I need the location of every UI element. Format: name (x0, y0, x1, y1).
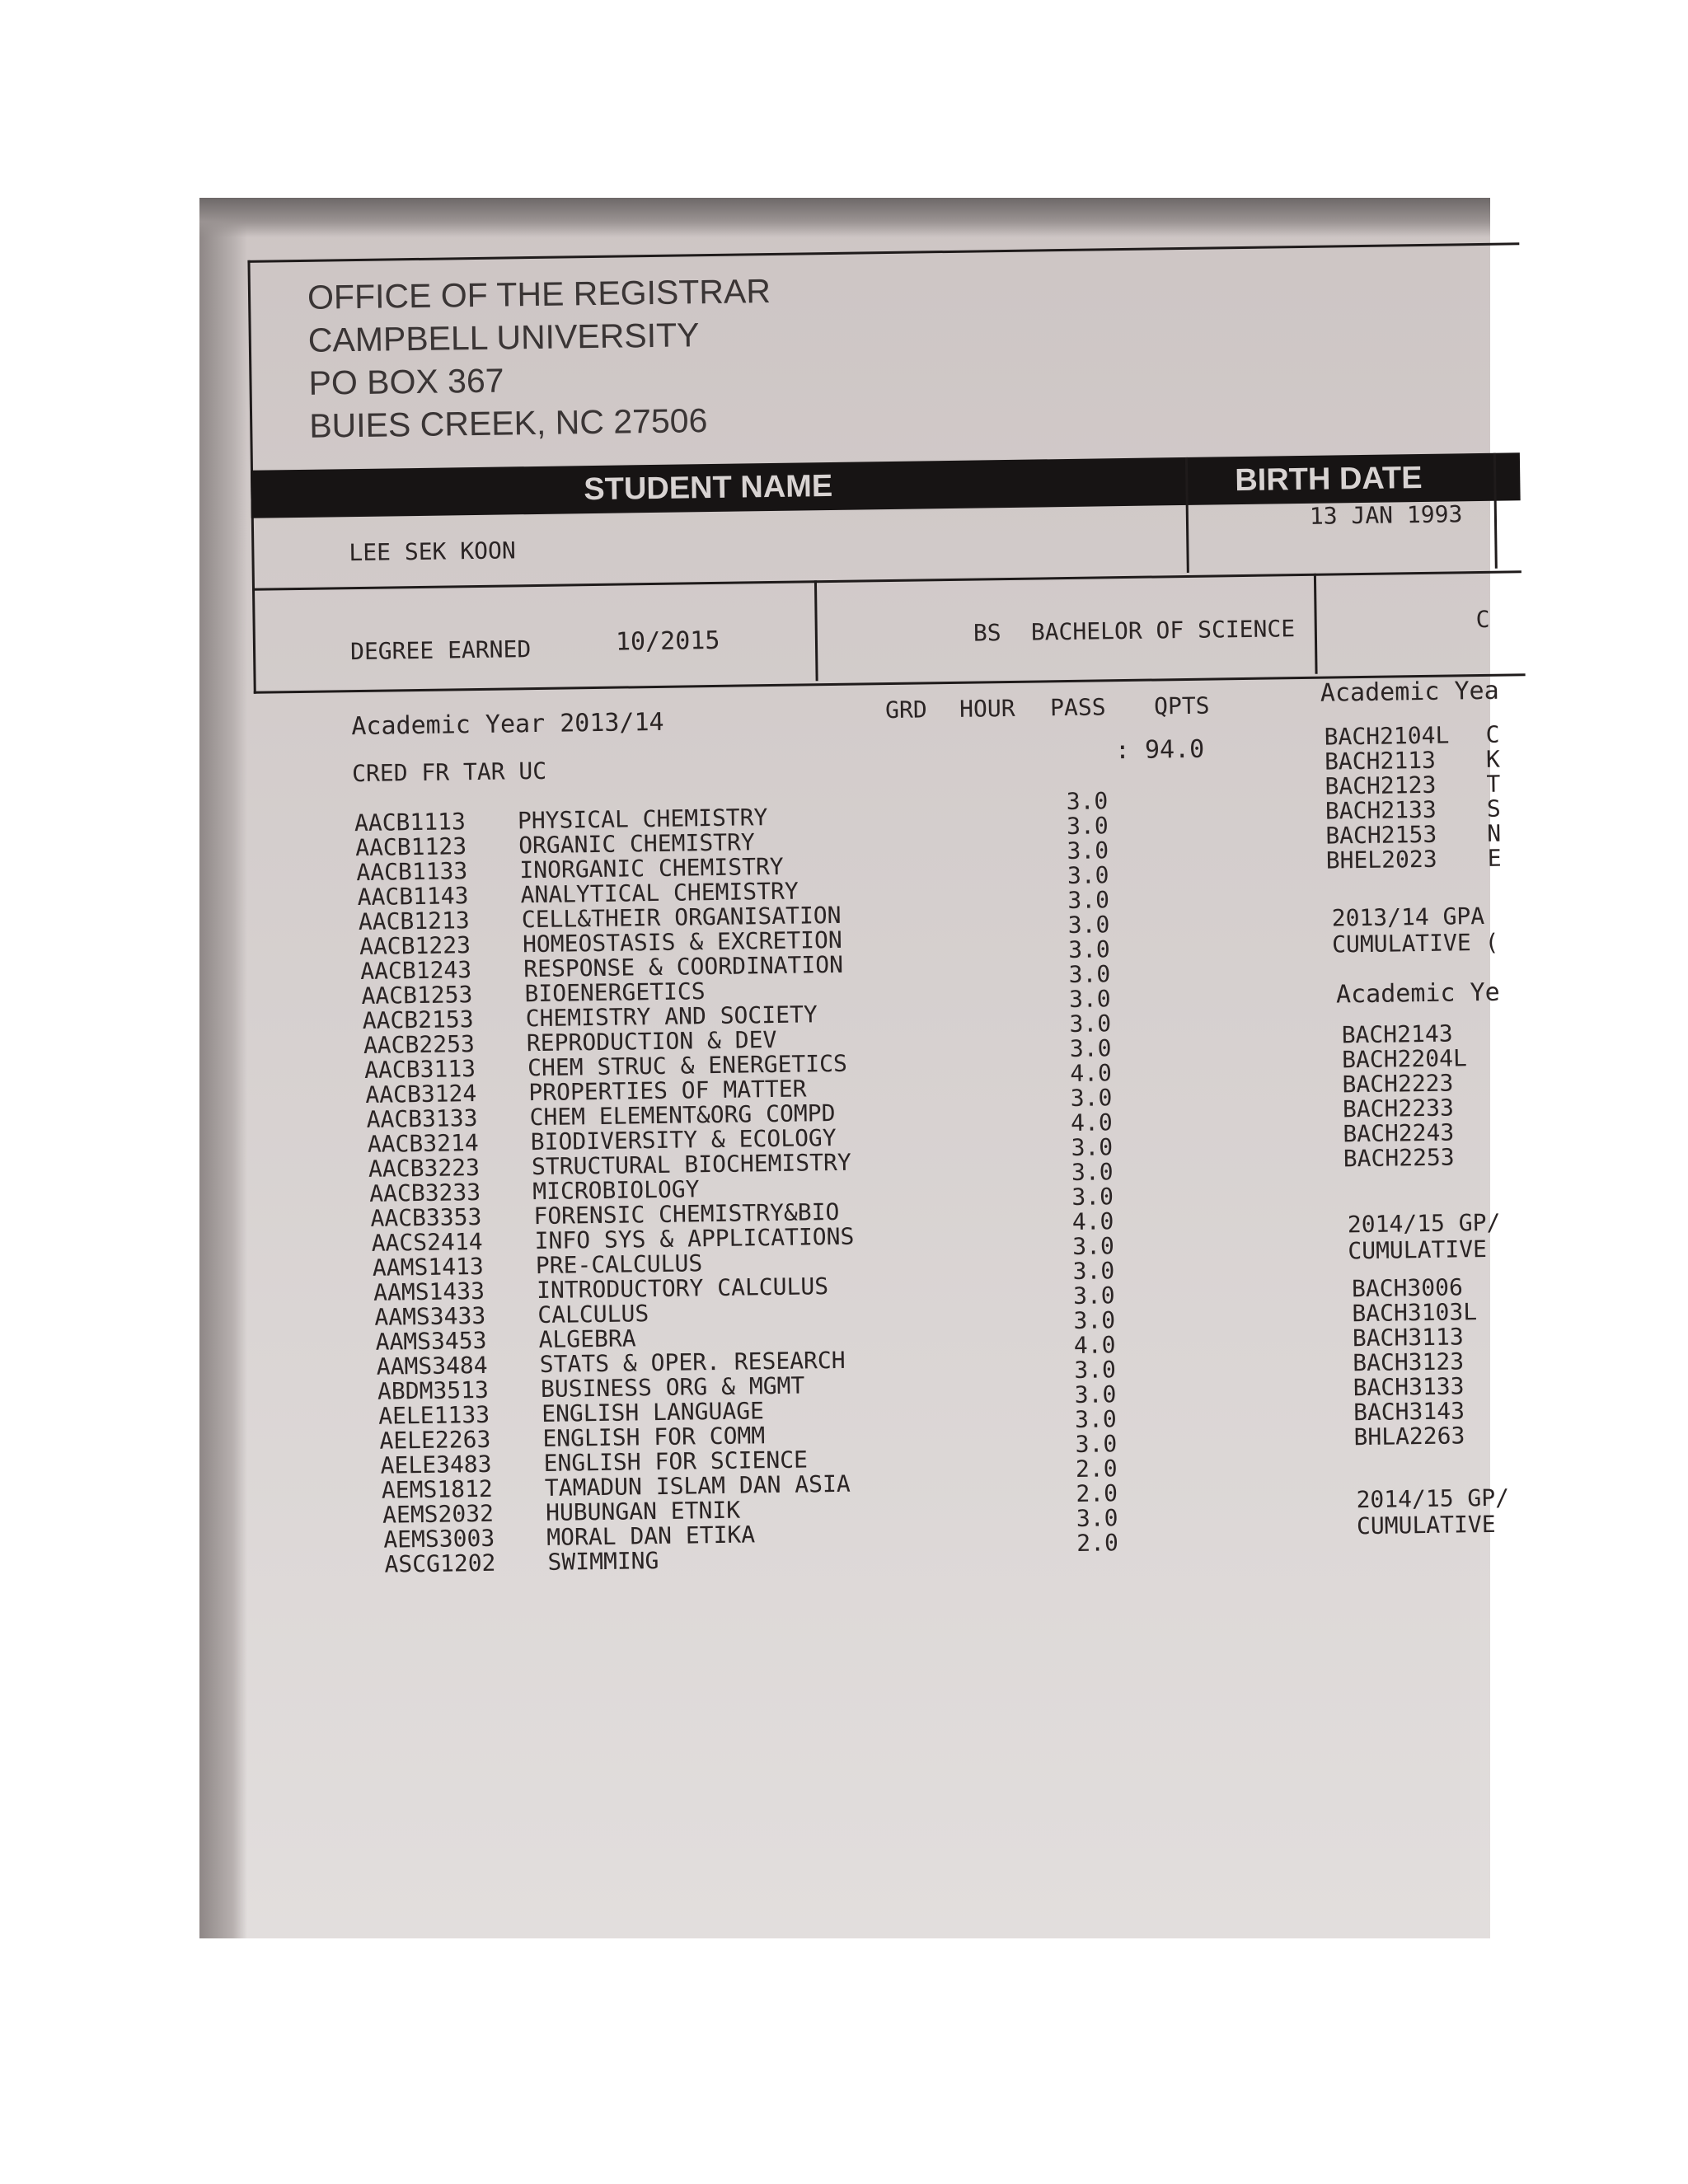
course-code: BACH3006 (1351, 1273, 1464, 1303)
course-code: BACH2233 (1342, 1094, 1455, 1123)
course-title: C (1485, 720, 1500, 748)
pass-hours: 3.0 (1067, 886, 1110, 915)
pass-hours: 3.0 (1074, 1405, 1117, 1433)
course-code: AACB3233 (369, 1179, 481, 1207)
pass-hours: 3.0 (1070, 1084, 1113, 1112)
course-code: BACH2104L (1324, 721, 1450, 751)
course-title: REPRODUCTION & DEV (526, 1025, 777, 1057)
course-code: AACB1243 (360, 956, 472, 986)
cumulative-label: CUMULATIVE ( (1331, 928, 1499, 958)
course-code: ABDM3513 (377, 1376, 490, 1405)
course-title: ORGANIC CHEMISTRY (518, 828, 755, 860)
pass-hours: 3.0 (1067, 837, 1109, 865)
degree-code: BS (973, 619, 1001, 647)
course-code: AEMS2032 (382, 1499, 495, 1529)
course-code: AELE2263 (379, 1425, 491, 1455)
course-title: CHEM ELEMENT&ORG COMPD (529, 1099, 836, 1132)
degree-earned-label: DEGREE EARNED (349, 635, 532, 666)
course-title: STATS & OPER. RESEARCH (539, 1346, 846, 1379)
course-code: ASCG1202 (384, 1549, 496, 1578)
course-title: SWIMMING (547, 1547, 659, 1576)
address-line: PO BOX 367 (308, 361, 504, 402)
student-name-label: STUDENT NAME (584, 468, 833, 508)
course-title: BIOENERGETICS (524, 977, 706, 1008)
course-title: N (1487, 819, 1502, 847)
course-code: AACB1133 (356, 857, 468, 887)
course-title: K (1485, 745, 1501, 773)
course-code: AACB1223 (359, 931, 471, 961)
cumulative-label: CUMULATIVE (1356, 1510, 1496, 1540)
course-code: AAMS3433 (374, 1301, 486, 1331)
pass-hours: 3.0 (1074, 1380, 1117, 1408)
pass-hours: 3.0 (1069, 1034, 1112, 1063)
course-code: BHLA2263 (1353, 1422, 1465, 1451)
course-code: AACB3353 (370, 1202, 482, 1232)
course-title: ENGLISH FOR SCIENCE (543, 1446, 809, 1477)
birth-date: 13 JAN 1993 (1309, 500, 1463, 530)
registrar-address (307, 269, 773, 448)
course-code: BACH2204L (1341, 1044, 1468, 1074)
course-code: AACB3214 (367, 1129, 479, 1158)
pass-hours: 3.0 (1075, 1430, 1118, 1458)
course-code: BACH2123 (1325, 771, 1437, 800)
pass-hours: 3.0 (1073, 1306, 1116, 1334)
course-code: AAMS1413 (372, 1252, 484, 1282)
academic-year-heading: Academic Yea (1320, 676, 1499, 708)
pass-hours: 3.0 (1067, 935, 1111, 964)
course-title: MICROBIOLOGY (532, 1175, 700, 1206)
course-code: BHEL2023 (1325, 845, 1437, 874)
pass-hours: 3.0 (1072, 1282, 1115, 1310)
pass-hours: 3.0 (1068, 960, 1111, 989)
course-code: AAMS1433 (373, 1277, 485, 1306)
course-title: INTRODUCTORY CALCULUS (536, 1272, 829, 1305)
degree-name: BACHELOR OF SCIENCE (1030, 615, 1296, 646)
course-title: PHYSICAL CHEMISTRY (517, 804, 768, 835)
course-title: TAMADUN ISLAM DAN ASIA (544, 1469, 851, 1502)
course-code: AACB1213 (358, 907, 470, 936)
course-title: HUBUNGAN ETNIK (545, 1496, 741, 1526)
pass-hours: 2.0 (1075, 1455, 1118, 1483)
academic-year-heading: Academic Ye (1335, 977, 1500, 1010)
col-header-qpts: QPTS (1153, 691, 1210, 720)
course-code: AACB2253 (363, 1030, 476, 1059)
course-code: BACH3123 (1353, 1347, 1465, 1377)
col-header-hour: HOUR (959, 694, 1015, 723)
course-code: BACH3113 (1352, 1323, 1464, 1352)
course-code: AAMS3453 (375, 1326, 487, 1356)
academic-year-heading: Academic Year 2013/14 (351, 707, 664, 742)
pass-hours: 2.0 (1076, 1529, 1119, 1557)
pass-hours: 3.0 (1071, 1183, 1114, 1211)
course-code: AAMS3484 (376, 1351, 488, 1380)
course-title: T (1486, 770, 1501, 798)
course-title: CALCULUS (537, 1300, 649, 1329)
course-code: BACH2223 (1342, 1069, 1454, 1099)
course-code: AACS2414 (371, 1227, 483, 1257)
cred-label: CRED FR TAR UC (351, 757, 547, 788)
course-title: FORENSIC CHEMISTRY&BIO (533, 1197, 840, 1230)
course-code: BACH2153 (1325, 820, 1437, 850)
course-title: ENGLISH FOR COMM (542, 1422, 766, 1452)
course-code: AELE3483 (380, 1450, 492, 1479)
pass-hours: 4.0 (1073, 1331, 1116, 1359)
course-code: AACB3124 (365, 1080, 477, 1108)
course-title: MORAL DAN ETIKA (546, 1521, 756, 1551)
pass-hours: 3.0 (1066, 787, 1109, 816)
course-title: E (1487, 844, 1502, 872)
address-line: CAMPBELL UNIVERSITY (307, 316, 700, 359)
course-code: BACH3143 (1353, 1397, 1465, 1427)
pass-hours: 3.0 (1067, 911, 1110, 940)
course-title: CHEM STRUC & ENERGETICS (527, 1049, 848, 1082)
course-title: INORGANIC CHEMISTRY (519, 852, 784, 884)
student-name: LEE SEK KOON (349, 537, 516, 567)
gpa-label: 2013/14 GPA (1331, 902, 1485, 932)
course-code: AEMS1812 (381, 1474, 493, 1504)
gpa-label: 2014/15 GP/ (1356, 1483, 1510, 1514)
pass-hours: 3.0 (1074, 1356, 1117, 1384)
pass-hours: 3.0 (1072, 1232, 1115, 1260)
pass-hours: 3.0 (1069, 1010, 1112, 1038)
pass-hours: 3.0 (1067, 861, 1109, 890)
birth-date-label: BIRTH DATE (1234, 460, 1423, 499)
course-code: AELE1133 (377, 1400, 490, 1430)
cred-value: : 94.0 (1114, 734, 1205, 766)
degree-date: 10/2015 (615, 626, 720, 657)
course-code: AACB3133 (366, 1104, 478, 1133)
pass-hours: 3.0 (1071, 1158, 1114, 1186)
course-title: BUSINESS ORG & MGMT (540, 1371, 805, 1404)
course-code: BACH2143 (1341, 1019, 1453, 1049)
pass-hours: 4.0 (1070, 1059, 1113, 1087)
course-code: AACB1253 (361, 981, 473, 1010)
pass-hours: 3.0 (1072, 1257, 1115, 1285)
col-header-grd: GRD (884, 696, 927, 724)
course-title: PRE-CALCULUS (535, 1249, 703, 1280)
course-title: ALGEBRA (538, 1324, 636, 1354)
cut-header: C (1475, 605, 1490, 634)
course-code: BACH2253 (1343, 1143, 1455, 1173)
pass-hours: 3.0 (1071, 1133, 1114, 1161)
pass-hours: 2.0 (1076, 1479, 1118, 1507)
pass-hours: 3.0 (1066, 812, 1109, 841)
course-title: CELL&THEIR ORGANISATION (521, 901, 842, 934)
cumulative-label: CUMULATIVE (1348, 1235, 1488, 1265)
course-title: HOMEOSTASIS & EXCRETION (522, 926, 842, 958)
gpa-label: 2014/15 GP/ (1347, 1208, 1501, 1239)
course-title: CHEMISTRY AND SOCIETY (525, 1001, 818, 1033)
course-code: AACB3113 (363, 1055, 476, 1084)
course-code: AACB1123 (354, 832, 467, 862)
address-line: OFFICE OF THE REGISTRAR (307, 271, 771, 316)
course-title: BIODIVERSITY & ECOLOGY (530, 1123, 837, 1156)
course-code: AACB2153 (362, 1005, 474, 1034)
course-title: S (1486, 794, 1501, 823)
course-title: RESPONSE & COORDINATION (523, 950, 844, 983)
col-header-pass: PASS (1049, 693, 1106, 722)
course-code: AACB1143 (357, 882, 469, 912)
course-code: AACB3223 (368, 1154, 481, 1183)
course-title: INFO SYS & APPLICATIONS (534, 1222, 855, 1255)
pass-hours: 3.0 (1068, 985, 1111, 1014)
course-title: ENGLISH LANGUAGE (541, 1397, 765, 1427)
course-code: BACH2133 (1325, 795, 1437, 825)
address-line: BUIES CREEK, NC 27506 (308, 401, 708, 445)
course-code: BACH2243 (1343, 1118, 1455, 1148)
course-title: PROPERTIES OF MATTER (528, 1075, 807, 1107)
course-code: AEMS3003 (383, 1524, 495, 1554)
pass-hours: 4.0 (1071, 1207, 1114, 1235)
course-code: BACH2113 (1324, 746, 1437, 776)
course-code: BACH3103L (1352, 1298, 1478, 1328)
pass-hours: 3.0 (1076, 1504, 1118, 1532)
course-code: AACB1113 (354, 808, 467, 837)
course-code: BACH3133 (1353, 1372, 1465, 1402)
pass-hours: 4.0 (1070, 1108, 1113, 1137)
course-title: STRUCTURAL BIOCHEMISTRY (531, 1148, 851, 1181)
course-title: ANALYTICAL CHEMISTRY (520, 877, 799, 909)
